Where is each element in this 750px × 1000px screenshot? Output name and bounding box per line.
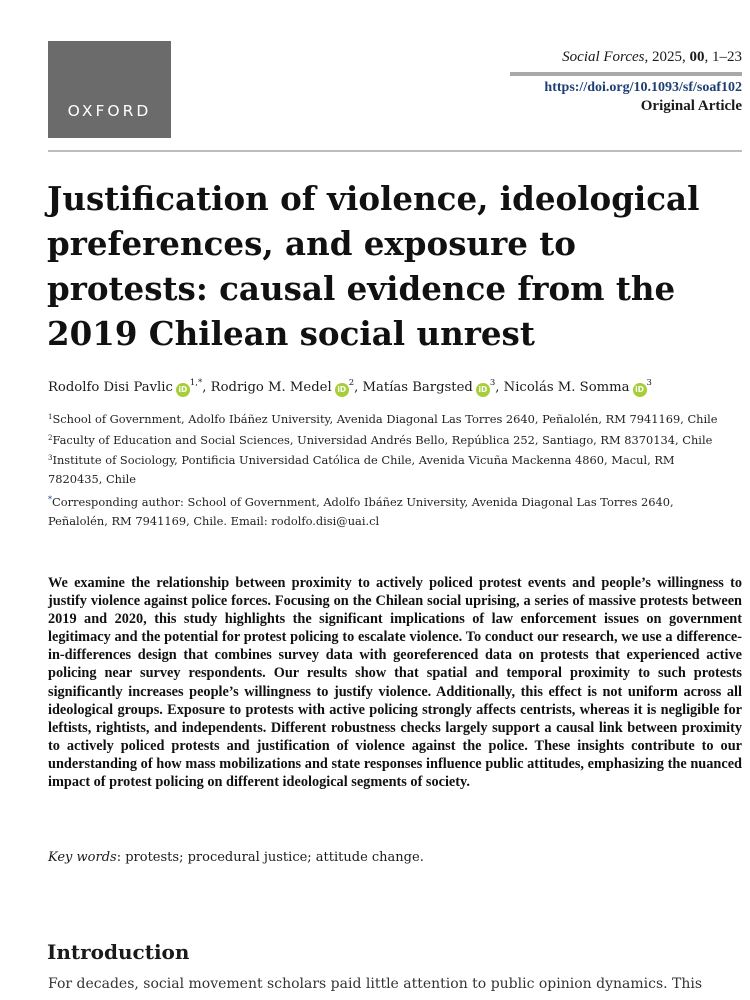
affiliation-number: 2 [48, 433, 53, 442]
orcid-icon[interactable]: iD [335, 383, 349, 397]
orcid-icon[interactable]: iD [476, 383, 490, 397]
article-title: Justification of violence, ideological preferences, and exposure to protests: causal evidence from the 2019 Chilean social unrest [47, 179, 700, 353]
keywords-label: Key words [48, 850, 117, 865]
journal-rule [510, 72, 742, 76]
corresponding-author [48, 491, 738, 530]
affiliation-number: 3 [48, 454, 53, 462]
journal-info [442, 48, 742, 116]
affiliation-text: School of Government, Adolfo Ibáñez University, Avenida Diagonal Las Torres 2640, Peñalolén, RM 7941169, Chile [52, 412, 718, 426]
journal-pages: , 1–23 [704, 49, 742, 65]
affiliation-text: Faculty of Education and Social Sciences, Universidad Andrés Bello, República 252, Santiago, RM 8370134, Chile [52, 432, 713, 447]
oxford-logo [48, 41, 171, 138]
corresponding-marker: * [48, 495, 52, 504]
affiliation-item [48, 449, 738, 470]
affiliation-text: 7820435, Chile [48, 471, 137, 486]
author-name[interactable]: Rodrigo M. Medel [210, 380, 332, 395]
affiliation-text: Institute of Sociology, Pontificia Universidad Católica de Chile, Avenida Vicuña Mackenna 4860, Macul, RM [52, 453, 675, 467]
corresponding-text: Corresponding author: School of Government, Adolfo Ibáñez University, Avenida Diagonal Las Torres 2640, [52, 495, 674, 509]
affiliation-item [48, 408, 738, 429]
section-heading-introduction: Introduction [47, 940, 190, 964]
oxford-logo-text: OXFORD [67, 102, 152, 120]
author-affil-marker: 2 [348, 378, 355, 388]
journal-citation-year: , 2025, [644, 49, 690, 65]
corresponding-text: Peñalolén, RM 7941169, Chile. Email: rodolfo.disi@uai.cl [48, 513, 380, 528]
header-divider [48, 150, 742, 152]
author-affil-marker: 3 [646, 378, 652, 388]
author-name[interactable]: Nicolás M. Somma [503, 380, 630, 395]
orcid-icon[interactable]: iD [176, 383, 190, 397]
author-affil-marker: 3 [489, 378, 496, 388]
affiliations [48, 408, 738, 488]
affiliation-number: 1 [48, 413, 53, 421]
author-name[interactable]: Rodolfo Disi Pavlic [48, 380, 173, 395]
doi-link[interactable]: https://doi.org/10.1093/sf/soaf102 [544, 80, 742, 95]
affiliation-item-continued [48, 470, 738, 489]
author-affil-marker: 1,* [189, 378, 203, 388]
journal-citation [442, 48, 742, 66]
keywords-text: : protests; procedural justice; attitude change. [116, 850, 424, 865]
abstract: We examine the relationship between proximity to actively policed protest events and people’s willingness to justify violence against police forces. Focusing on the Chilean social uprising, a series of massive protests between 2019 and 2020, this study highlights the significant implications of law enforcement issues on government legitimacy and the potential for protest policing to escalate violence. To conduct our research, we use a difference-in-differences design that combines survey data with georeferenced data on protests that experienced active policing near survey respondents. Our results show that spatial and temporal proximity to such protests significantly increases people’s willingness to justify violence. Additionally, this effect is not uniform across all ideological groups. Exposure to protests with active policing strongly affects centrists, whereas it is negligible for leftists, rightists, and independents. Different robustness checks largely support a causal link between proximity to actively policed protests and justification of violence against the police. These insights contribute to our understanding of how mass mobilizations and state responses influence public attitudes, emphasizing the nuanced impact of protest policing on different ideological segments of society. [48, 575, 742, 791]
journal-name: Social Forces [562, 49, 645, 65]
article-type: Original Article [640, 98, 742, 114]
affiliation-item [48, 429, 738, 450]
keywords [48, 848, 738, 868]
orcid-icon[interactable]: iD [633, 383, 647, 397]
author-list: Rodolfo Disi Pavlic $iD^{1,*}$, Rodrigo M. Medel $iD^2$, Matías Bargsted $iD^3$, Nicolás M. Somma $iD^3$ [48, 378, 652, 395]
body-paragraph: For decades, social movement scholars paid little attention to public opinion dynamics. This [48, 976, 703, 992]
author-name[interactable]: Matías Bargsted [362, 380, 473, 395]
journal-volume: 00 [689, 49, 705, 65]
